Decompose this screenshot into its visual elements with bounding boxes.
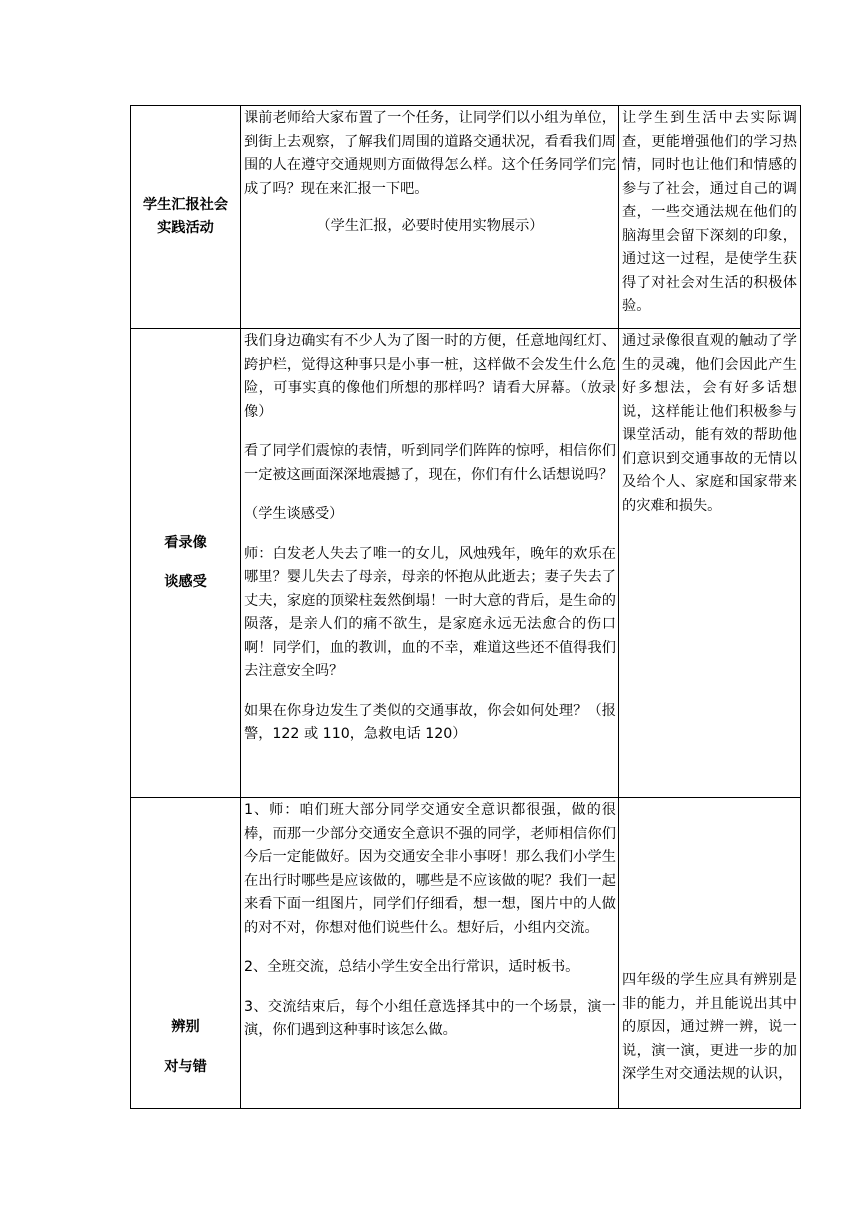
table-row <box>131 798 801 1109</box>
content-paragraph: 师：白发老人失去了唯一的女儿，风烛残年，晚年的欢乐在哪里？婴儿失去了母亲，母亲的怀抱从此逝去；妻子失去了丈夫，家庭的顶梁柱轰然倒塌！一时大意的背后，是生命的陨落，是亲人们的痛不欲生，是家庭永远无法愈合的伤口啊！同学们，血的教训，血的不幸，难道这些还不值得我们去注意安全吗？ <box>244 545 616 679</box>
purpose-cell <box>619 798 801 1109</box>
content-cell <box>241 798 619 1109</box>
content-paragraph: 1、师：咱们班大部分同学交通安全意识都很强，做的很棒，而那一少部分交通安全意识不强的同学，老师相信你们今后一定能做好。因为交通安全非小事呀！那么我们小学生在出行时哪些是应该做的，哪些是不应该做的呢？我们一起来看下面一组图片，同学们仔细看，想一想，图片中的人做的对不对，你想对他们说些什么。想好后，小组内交流。 <box>244 802 616 936</box>
lesson-plan-table <box>130 105 801 1109</box>
content-paragraph: 3、交流结束后，每个小组任意选择其中的一个场景，演一演，你们遇到这种事时该怎么做。 <box>244 998 616 1038</box>
stage-title: 辨别 <box>171 1019 200 1035</box>
content-paragraph: 2、全班交流，总结小学生安全出行常识，适时板书。 <box>244 959 580 975</box>
content-paragraph: 我们身边确实有不少人为了图一时的方便，任意地闯红灯、跨护栏，觉得这种事只是小事一桩，这样做不会发生什么危险，可事实真的像他们所想的那样吗？请看大屏幕。（放录像） <box>244 333 616 420</box>
stage-cell <box>131 106 241 329</box>
content-cell <box>241 106 619 329</box>
stage-title: 学生汇报社会 <box>142 196 229 213</box>
content-paragraph: 课前老师给大家布置了一个任务，让同学们以小组为单位，到街上去观察，了解我们周围的道路交通状况，看看我们周围的人在遵守交通规则方面做得怎么样。这个任务同学们完成了吗？现在来汇报一下吧。 <box>244 110 616 197</box>
purpose-cell <box>619 106 801 329</box>
content-cell <box>241 329 619 798</box>
stage-title: 实践活动 <box>157 220 214 236</box>
stage-cell <box>131 329 241 798</box>
stage-title: 看录像 <box>164 534 207 551</box>
stage-title: 谈感受 <box>164 574 207 590</box>
stage-title: 对与错 <box>164 1058 207 1075</box>
content-paragraph: （学生汇报，必要时使用实物展示） <box>316 218 544 234</box>
stage-cell <box>131 798 241 1109</box>
content-paragraph: （学生谈感受） <box>244 506 344 522</box>
table-row <box>131 329 801 798</box>
content-paragraph: 看了同学们震惊的表情，听到同学们阵阵的惊呼，相信你们一定被这画面深深地震撼了，现在，你们有什么话想说吗？ <box>244 443 616 483</box>
purpose-text: 通过录像很直观的触动了学生的灵魂，他们会因此产生好多想法，会有好多话想说，这样能让他们积极参与课堂活动，能有效的帮助他们意识到交通事故的无情以及给个人、家庭和国家带来的灾难和损失。 <box>622 333 797 514</box>
purpose-cell <box>619 329 801 798</box>
table-row <box>131 106 801 329</box>
content-paragraph: 如果在你身边发生了类似的交通事故，你会如何处理？（报警，122 或 110，急救电话 120） <box>244 702 616 742</box>
purpose-text: 四年级的学生应具有辨别是非的能力，并且能说出其中的原因，通过辨一辨，说一说，演一演，更进一步的加深学生对交通法规的认识， <box>622 972 797 1082</box>
purpose-text: 让学生到生活中去实际调查，更能增强他们的学习热情，同时也让他们和情感的参与了社会，通过自己的调查，一些交通法规在他们的脑海里会留下深刻的印象，通过这一过程，是使学生获得了对社会对生活的积极体验。 <box>622 110 797 314</box>
